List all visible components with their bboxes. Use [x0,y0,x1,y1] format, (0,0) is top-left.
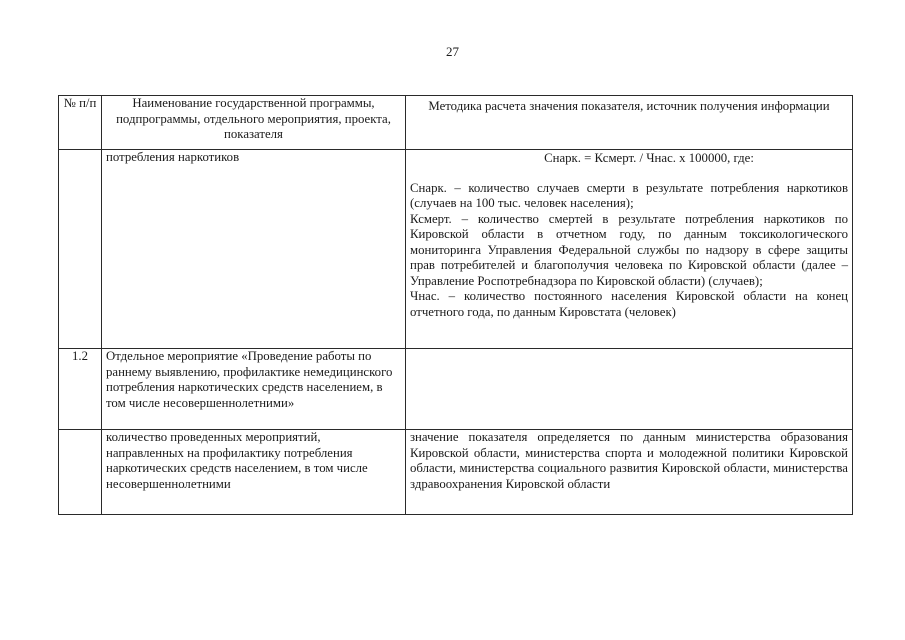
row-method: значение показателя определяется по данным министерства образования Кировской области, министерства спорта и молодежной политики Кировской области, министерства социального развития Кировской области, министерства здравоохранения Кировской области [406,430,853,515]
header-number: № п/п [59,96,102,150]
formula: Снарк. = Ксмерт. / Чнас. х 100000, где: [544,151,754,165]
indicator-table [58,95,853,515]
page-number: 27 [446,44,459,59]
header-method: Методика расчета значения показателя, источник получения информации [406,96,853,150]
table-row [59,430,853,515]
row-number [59,150,102,349]
row-name: потребления наркотиков [102,150,406,349]
table-row [59,150,853,349]
definition-chnas: Чнас. – количество постоянного населения Кировской области на конец отчетного года, по данным Кировстата (человек) [410,289,848,319]
row-name: Отдельное мероприятие «Проведение работы по раннему выявлению, профилактике немедицинского потребления наркотических средств населением, в том числе несовершеннолетними» [102,349,406,430]
row-number: 1.2 [59,349,102,430]
row-method [406,349,853,430]
table-row [59,349,853,430]
row-name: количество проведенных мероприятий, направленных на профилактику потребления наркотических средств населением, в том числе несовершеннолетними [102,430,406,515]
definition-ksmert: Ксмерт. – количество смертей в результате потребления наркотиков по Кировской области в отчетном году, по данным токсикологического мониторинга Управления Федеральной службы по надзору в сфере защиты прав потребителей и благополучия человека по Кировской области (далее – Управление Роспотребнадзора по Кировской области) (случаев); [410,211,848,288]
table-header-row [59,96,853,150]
row-number [59,430,102,515]
header-name: Наименование государственной программы, подпрограммы, отдельного мероприятия, проекта, показателя [102,96,406,150]
row-method [406,150,853,349]
definition-snark: Снарк. – количество случаев смерти в результате потребления наркотиков (случаев на 100 тыс. человек населения); [410,180,848,210]
